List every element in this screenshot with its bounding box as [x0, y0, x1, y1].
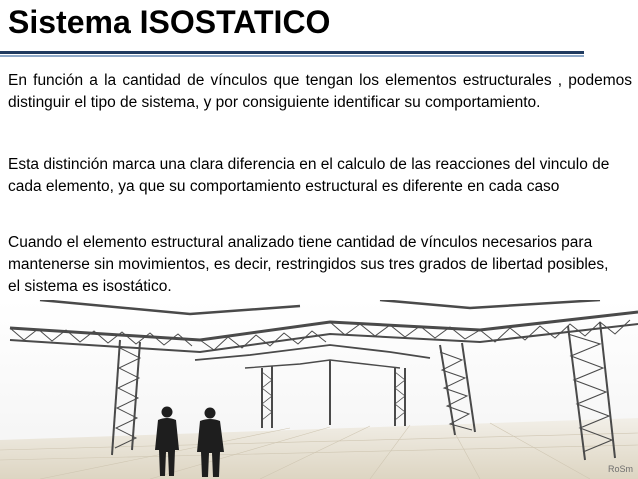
paragraph-vinculos: En función a la cantidad de vínculos que tengan los elementos estructurales , podemos distinguir el tipo de sistema, y por consiguiente identificar su comportamiento. — [8, 72, 632, 111]
title-underline-dark — [0, 51, 584, 54]
slide-title: Sistema ISOSTATICO — [8, 4, 331, 40]
paragraph-isostatico: Cuando el elemento estructural analizado tiene cantidad de vínculos necesarios para mantenerse sin movimientos, es decir, restringidos sus tres grados de libertad posibles, el sistema es isostático. — [8, 234, 609, 295]
paragraph-distincion: Esta distinción marca una clara diferencia en el calculo de las reacciones del vinculo de cada elemento, ya que su comportamiento estructural es diferente en cada caso — [8, 156, 610, 195]
title-underline-light — [0, 55, 584, 57]
steel-truss-structure-image — [0, 300, 638, 479]
image-watermark: RoSm — [608, 464, 634, 474]
